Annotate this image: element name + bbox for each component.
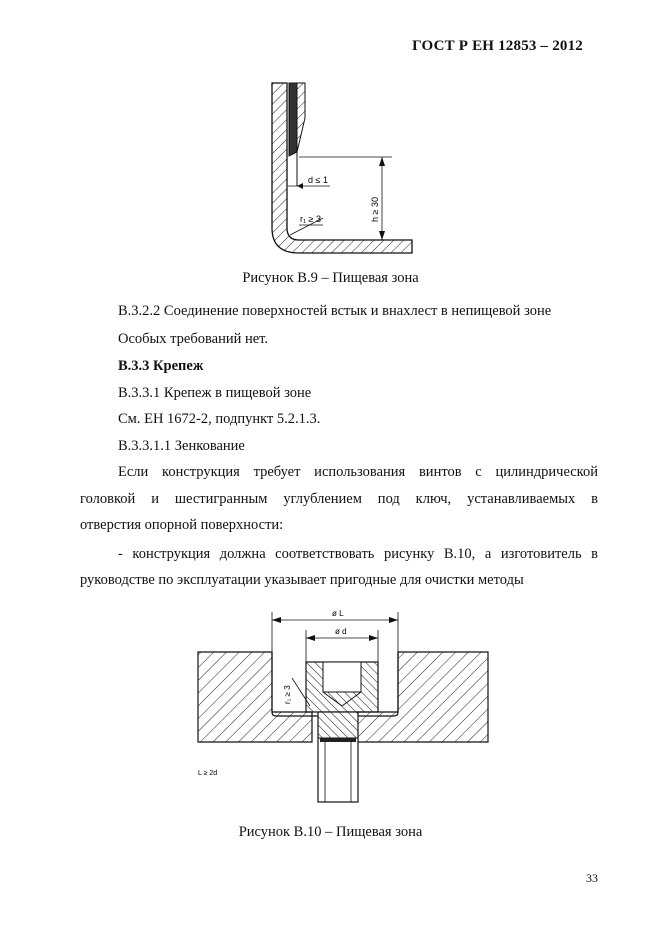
heading-b3-3: В.3.3 Крепеж [118,358,204,374]
paragraph-requirement-line2: руководстве по эксплуатации указывает пригодные для очистки методы [80,572,524,588]
fig10-label-L: ø L [332,609,344,618]
figure-b9-caption: Рисунок В.9 – Пищевая зона [242,270,419,286]
paragraph-condition-line3: отверстия опорной поверхности: [80,517,284,533]
page-number: 33 [586,871,598,885]
hex-socket [323,662,361,692]
paragraph-condition-line2: головкой и шестигранным углублением под ключ, устанавливаемых в [80,491,598,507]
fig9-label-h: h ≥ 30 [370,197,380,222]
fig10-label-note: L ≥ 2d [198,770,218,777]
paragraph-no-requirements: Особых требований нет. [118,331,269,347]
paragraph-requirement-line1: - конструкция должна соответствовать рисунку В.10, а изготовитель в [118,546,598,562]
paragraph-b3-3-1: В.3.3.1 Крепеж в пищевой зоне [118,385,312,401]
paragraph-b3-2-2: В.3.2.2 Соединение поверхностей встык и внахлест в непищевой зоне [118,303,552,319]
paragraph-condition-line1: Если конструкция требует использования винтов с цилиндрической [118,464,598,480]
document-header: ГОСТ Р ЕН 12853 – 2012 [412,38,583,54]
fig9-label-d: d ≤ 1 [308,175,328,185]
paragraph-reference: См. ЕН 1672-2, подпункт 5.2.1.3. [118,411,321,427]
base-plate-left [198,652,312,742]
fig10-label-d: ø d [335,627,347,636]
figure-b10-caption: Рисунок В.10 – Пищевая зона [238,824,423,840]
fig9-label-r: r₁ ≥ 3 [300,214,321,224]
paragraph-b3-3-1-1: В.3.3.1.1 Зенкование [118,438,245,454]
fig10-label-r: r₁ ≥ 3 [283,685,292,704]
